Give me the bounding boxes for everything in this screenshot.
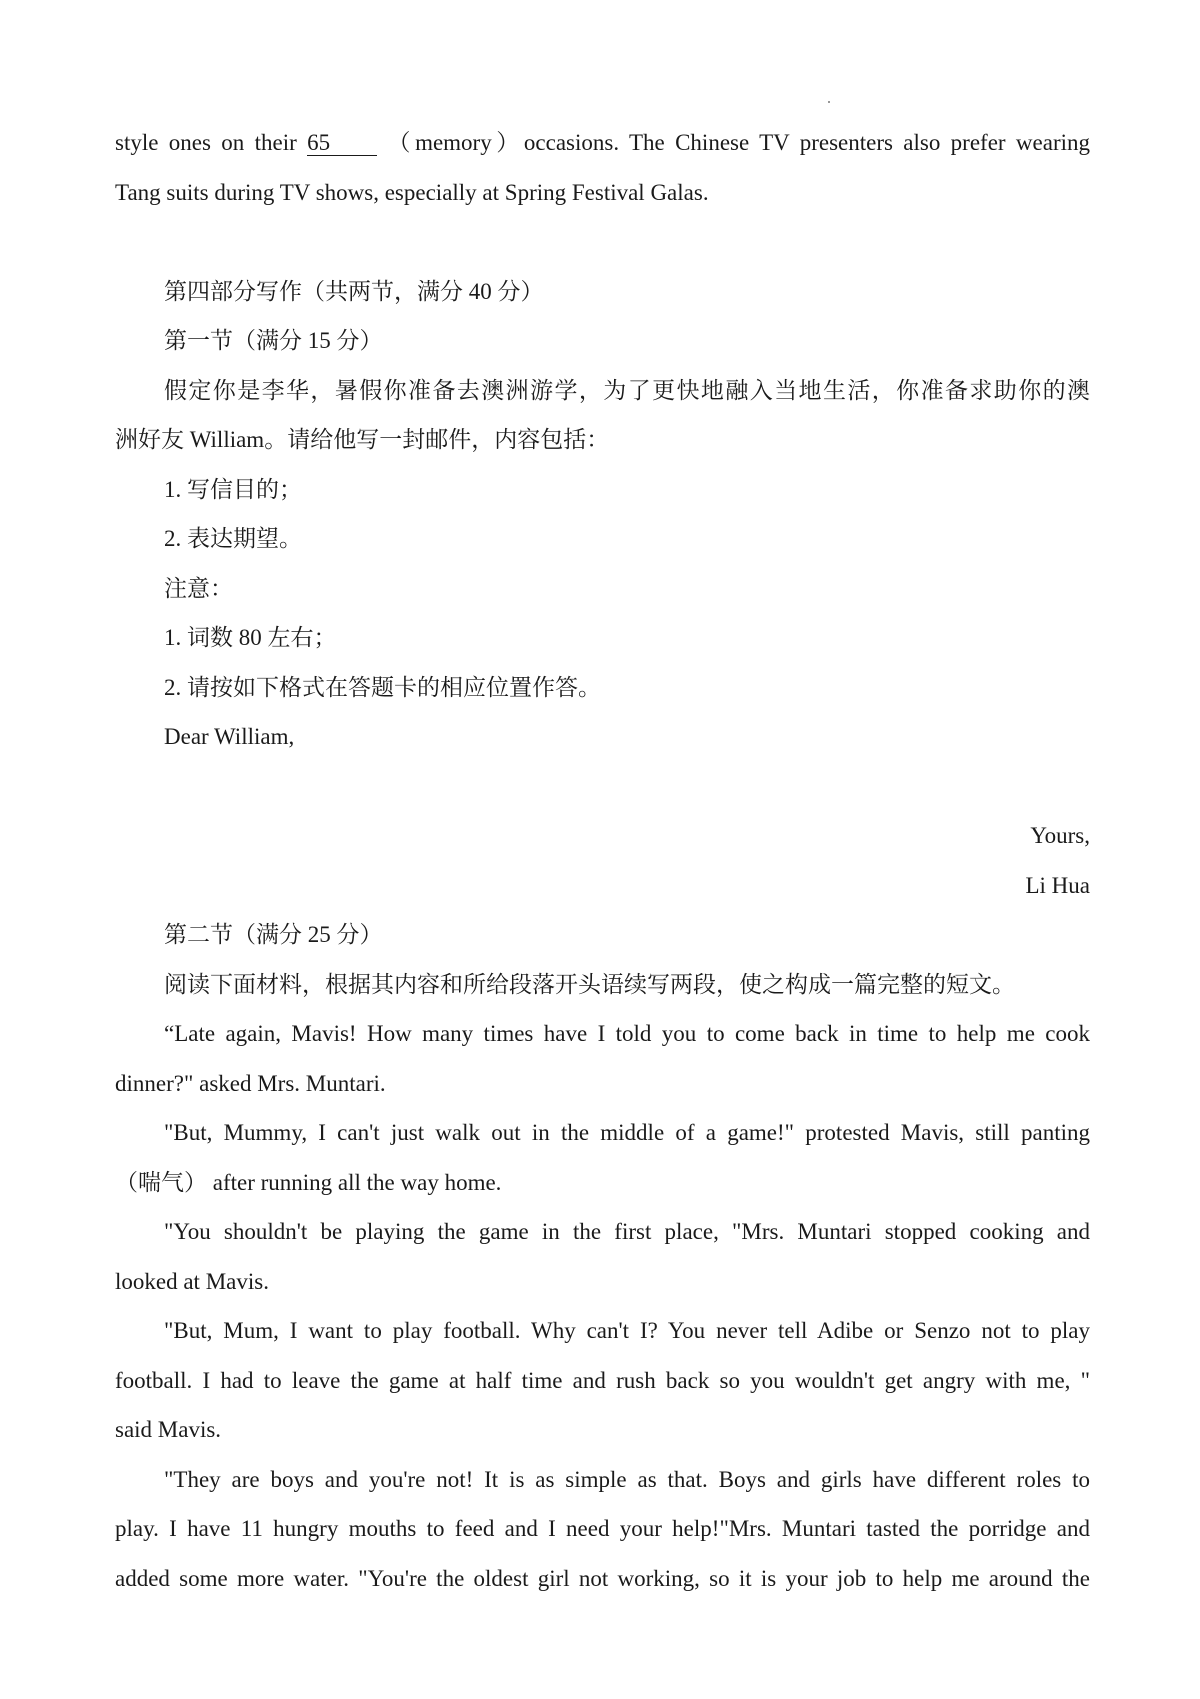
story-line: "But, Mummy, I can't just walk out in the middle of a game!" protested Mavis, still panting [164,1120,1090,1145]
section1-note-1: 1. 词数 80 左右； [164,625,337,650]
passage-text-after-blank: （memory）occasions. The Chinese TV presenters also prefer wearing [377,130,1090,155]
story-line: play. I have 11 hungry mouths to feed and I need your help!"Mrs. Muntari tasted the porridge and [115,1516,1090,1541]
letter-signature: Li Hua [1025,872,1090,898]
story-line: football. I had to leave the game at half time and rush back so you wouldn't get angry with me, " [115,1367,1090,1393]
section2-instruction: 阅读下面材料，根据其内容和所给段落开头语续写两段，使之构成一篇完整的短文。 [164,971,1015,997]
story-line: "They are boys and you're not! It is as simple as that. Boys and girls have different roles to [164,1466,1090,1492]
section1-title: 第一节（满分 15 分） [164,328,383,353]
passage-line-1 [115,118,1090,168]
passage-text-before-blank: style ones on their [115,130,308,155]
exam-page [115,118,1090,1603]
story-line: （喘气） after running all the way home. [115,1169,502,1195]
story-line: "You shouldn't be playing the game in the first place, "Mrs. Muntari stopped cooking and [164,1219,1090,1244]
story-line: “Late again, Mavis! How many times have I told you to come back in time to help me cook [164,1021,1090,1046]
story-line: "But, Mum, I want to play football. Why can't I? You never tell Adibe or Senzo not to play [164,1318,1090,1343]
letter-salutation: Dear William, [164,724,295,749]
story-line: looked at Mavis. [115,1268,269,1294]
story-line: added some more water. "You're the oldest girl not working, so it is your job to help me around the [115,1565,1090,1591]
part4-title: 第四部分写作（共两节，满分 40 分） [164,278,544,304]
story-line: said Mavis. [115,1417,222,1442]
scan-speck [828,101,830,103]
story-line: dinner?" asked Mrs. Muntari. [115,1070,386,1096]
letter-closing: Yours, [1030,823,1090,848]
section2-title: 第二节（满分 25 分） [164,922,383,947]
section1-notes-label: 注意： [164,575,233,601]
section1-prompt-line-2: 洲好友 William。请给他写一封邮件，内容包括： [115,427,610,452]
section1-note-2: 2. 请按如下格式在答题卡的相应位置作答。 [164,674,601,700]
section-gap [115,217,1090,267]
section1-item-2: 2. 表达期望。 [164,526,302,551]
letter-body-space [115,762,1090,812]
passage-line-2: Tang suits during TV shows, especially at Spring Festival Galas. [115,179,709,205]
section1-prompt-line-1: 假定你是李华，暑假你准备去澳洲游学，为了更快地融入当地生活，你准备求助你的澳 [164,377,1090,403]
answer-blank-65[interactable]: 65 [307,131,377,156]
section1-item-1: 1. 写信目的； [164,476,302,502]
